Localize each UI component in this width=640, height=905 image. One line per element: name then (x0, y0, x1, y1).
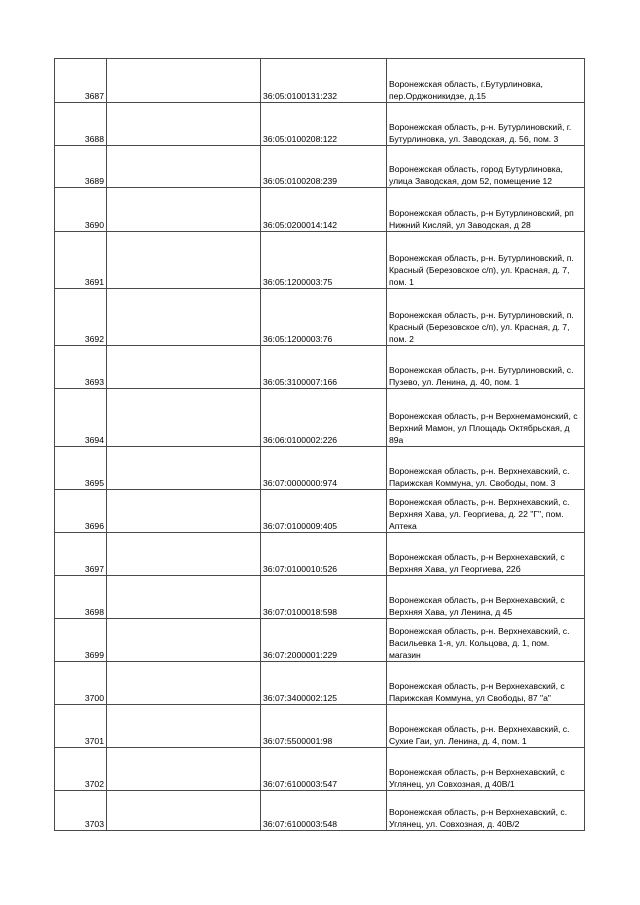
empty-cell (107, 346, 261, 389)
table-row (55, 289, 585, 346)
address-cell: Воронежская область, р-н. Бутурлиновский, п. Красный (Березовское с/п), ул. Красная, д. 7, пом. 2 (387, 289, 585, 346)
empty-cell (107, 59, 261, 103)
row-number: 3699 (55, 619, 107, 662)
address-cell: Воронежская область, р-н. Бутурлиновский, с. Пузево, ул. Ленина, д. 40, пом. 1 (387, 346, 585, 389)
empty-cell (107, 748, 261, 791)
empty-cell (107, 490, 261, 533)
row-number: 3690 (55, 188, 107, 232)
address-cell: Воронежская область, р-н. Верхнехавский, с. Васильевка 1-я, ул. Кольцова, д. 1, пом. магазин (387, 619, 585, 662)
cadastral-number: 36:05:1200003:75 (261, 232, 387, 289)
cadastral-number: 36:07:5500001:98 (261, 705, 387, 748)
table-row (55, 576, 585, 619)
empty-cell (107, 146, 261, 188)
cadastral-number: 36:07:0100009:405 (261, 490, 387, 533)
table-row (55, 59, 585, 103)
empty-cell (107, 289, 261, 346)
row-number: 3702 (55, 748, 107, 791)
table-row (55, 103, 585, 146)
empty-cell (107, 619, 261, 662)
table-row (55, 705, 585, 748)
cadastral-number: 36:07:6100003:548 (261, 791, 387, 831)
address-cell: Воронежская область, р-н Бутурлиновский, рп Нижний Кисляй, ул Заводская, д 28 (387, 188, 585, 232)
row-number: 3689 (55, 146, 107, 188)
cadastral-number: 36:05:0100208:239 (261, 146, 387, 188)
empty-cell (107, 662, 261, 705)
address-cell: Воронежская область, р-н. Верхнехавский, с. Сухие Гаи, ул. Ленина, д. 4, пом. 1 (387, 705, 585, 748)
table-row (55, 346, 585, 389)
row-number: 3693 (55, 346, 107, 389)
table-row (55, 533, 585, 576)
empty-cell (107, 447, 261, 490)
row-number: 3692 (55, 289, 107, 346)
row-number: 3688 (55, 103, 107, 146)
table-row (55, 791, 585, 831)
cadastral-number: 36:07:0000000:974 (261, 447, 387, 490)
table-row (55, 447, 585, 490)
address-cell: Воронежская область, р-н Верхнехавский, с Парижская Коммуна, ул Свободы, 87 "а" (387, 662, 585, 705)
address-cell: Воронежская область, р-н. Верхнехавский, с. Верхняя Хава, ул. Георгиева, д. 22 "Г", пом. Аптека (387, 490, 585, 533)
address-cell: Воронежская область, город Бутурлиновка, улица Заводская, дом 52, помещение 12 (387, 146, 585, 188)
address-cell: Воронежская область, р-н. Бутурлиновский, г. Бутурлиновка, ул. Заводская, д. 56, пом. 3 (387, 103, 585, 146)
registry-table (54, 58, 585, 831)
table-row (55, 232, 585, 289)
cadastral-number: 36:05:0200014:142 (261, 188, 387, 232)
empty-cell (107, 103, 261, 146)
table-row (55, 146, 585, 188)
table-row (55, 490, 585, 533)
cadastral-number: 36:05:0100208:122 (261, 103, 387, 146)
cadastral-number: 36:05:3100007:166 (261, 346, 387, 389)
address-cell: Воронежская область, р-н Верхнехавский, с Верхняя Хава, ул Георгиева, 22б (387, 533, 585, 576)
table-row (55, 748, 585, 791)
empty-cell (107, 533, 261, 576)
cadastral-number: 36:05:1200003:76 (261, 289, 387, 346)
row-number: 3694 (55, 389, 107, 447)
empty-cell (107, 791, 261, 831)
table-row (55, 619, 585, 662)
row-number: 3696 (55, 490, 107, 533)
table-row (55, 389, 585, 447)
row-number: 3698 (55, 576, 107, 619)
cadastral-number: 36:05:0100131:232 (261, 59, 387, 103)
empty-cell (107, 705, 261, 748)
cadastral-number: 36:07:2000001:229 (261, 619, 387, 662)
empty-cell (107, 232, 261, 289)
cadastral-number: 36:07:0100018:598 (261, 576, 387, 619)
row-number: 3691 (55, 232, 107, 289)
address-cell: Воронежская область, р-н Верхнехавский, с Верхняя Хава, ул Ленина, д 45 (387, 576, 585, 619)
row-number: 3703 (55, 791, 107, 831)
row-number: 3697 (55, 533, 107, 576)
address-cell: Воронежская область, р-н Верхнехавский, с Углянец, ул Совхозная, д 40В/1 (387, 748, 585, 791)
cadastral-number: 36:06:0100002:226 (261, 389, 387, 447)
address-cell: Воронежская область, р-н Верхнемамонский, с Верхний Мамон, ул Площадь Октябрьская, д 89а (387, 389, 585, 447)
empty-cell (107, 188, 261, 232)
table-row (55, 188, 585, 232)
row-number: 3701 (55, 705, 107, 748)
cadastral-number: 36:07:3400002:125 (261, 662, 387, 705)
cadastral-number: 36:07:0100010:526 (261, 533, 387, 576)
empty-cell (107, 389, 261, 447)
address-cell: Воронежская область, г.Бутурлиновка, пер.Орджоникидзе, д.15 (387, 59, 585, 103)
row-number: 3687 (55, 59, 107, 103)
table-row (55, 662, 585, 705)
row-number: 3695 (55, 447, 107, 490)
empty-cell (107, 576, 261, 619)
cadastral-number: 36:07:6100003:547 (261, 748, 387, 791)
row-number: 3700 (55, 662, 107, 705)
address-cell: Воронежская область, р-н. Бутурлиновский, п. Красный (Березовское с/п), ул. Красная, д. 7, пом. 1 (387, 232, 585, 289)
address-cell: Воронежская область, р-н. Верхнехавский, с. Парижская Коммуна, ул. Свободы, пом. 3 (387, 447, 585, 490)
address-cell: Воронежская область, р-н Верхнехавский, с. Углянец, ул. Совхозная, д. 40В/2 (387, 791, 585, 831)
